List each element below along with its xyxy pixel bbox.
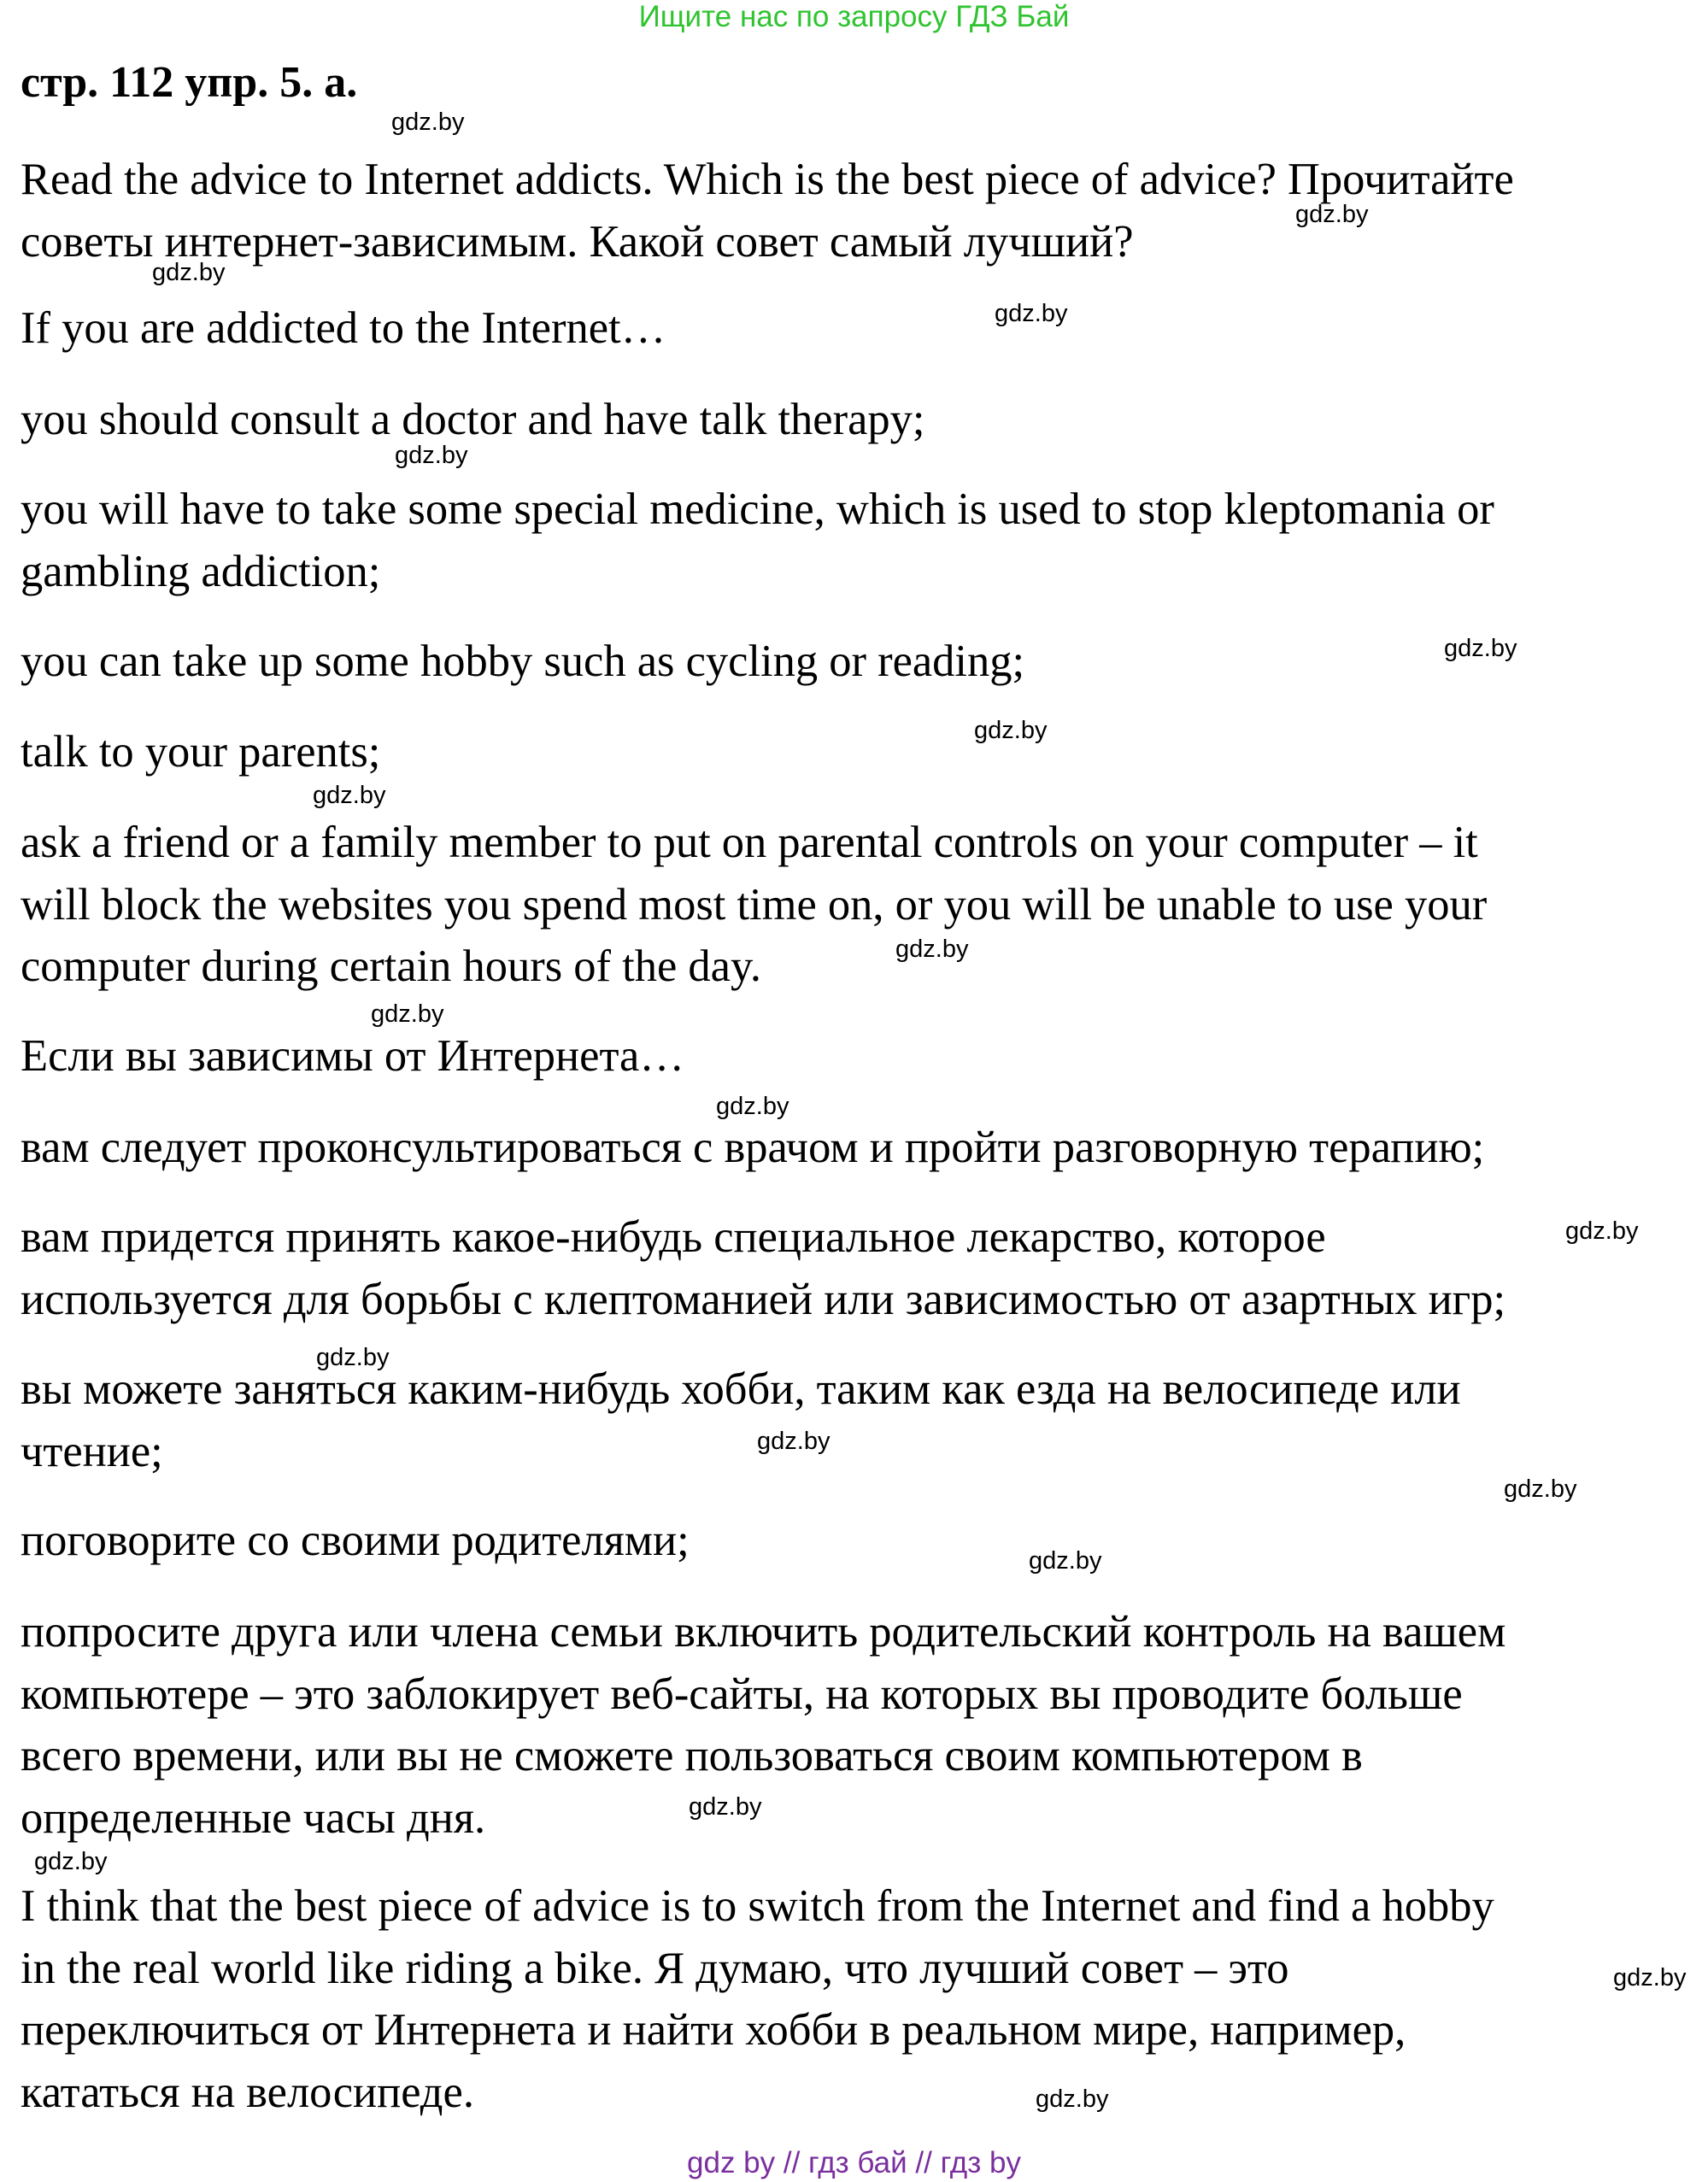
text-line: If you are addicted to the Internet… xyxy=(21,303,666,353)
watermark: gdz.by xyxy=(1444,635,1517,662)
paragraph-advice-controls xyxy=(21,812,1487,998)
text-line: talk to your parents; xyxy=(21,727,381,777)
text-line: will block the websites you spend most time on, or you will be unable to use your xyxy=(21,879,1488,930)
text-line: чтение; xyxy=(21,1426,163,1476)
text-line: Если вы зависимы от Интернета… xyxy=(21,1031,684,1081)
watermark: gdz.by xyxy=(371,1000,444,1028)
paragraph-ru-medicine xyxy=(21,1206,1506,1330)
paragraph-advice-medicine xyxy=(21,478,1494,602)
text-line: ask a friend or a family member to put on parental controls on your computer – it xyxy=(21,818,1478,867)
paragraph-advice-hobby xyxy=(21,631,1024,693)
paragraph-answer xyxy=(21,1875,1494,2123)
text-line: gambling addiction; xyxy=(21,546,381,596)
paragraph-if-addicted xyxy=(21,297,666,360)
watermark: gdz.by xyxy=(1613,1964,1687,1991)
watermark: gdz.by xyxy=(316,1344,390,1371)
text-line: определенные часы дня. xyxy=(21,1792,486,1843)
watermark: gdz.by xyxy=(313,782,386,809)
watermark: gdz.by xyxy=(1565,1217,1639,1245)
text-line: советы интернет-зависимым. Какой совет самый лучший? xyxy=(21,216,1134,267)
text-line: используется для борьбы с клептоманией или зависимостью от азартных игр; xyxy=(21,1274,1506,1324)
text-line: computer during certain hours of the day. xyxy=(21,941,761,991)
text-line: поговорите со своими родителями; xyxy=(21,1516,690,1565)
watermark: gdz.by xyxy=(395,442,468,469)
footer-links: gdz by // гдз бай // гдз by xyxy=(687,2146,1021,2179)
watermark: gdz.by xyxy=(689,1793,762,1821)
text-line: you can take up some hobby such as cycling or reading; xyxy=(21,636,1025,686)
top-banner: Ищите нас по запросу ГДЗ Бай xyxy=(638,0,1070,33)
watermark: gdz.by xyxy=(34,1848,108,1875)
text-line: вы можете заняться каким-нибудь хобби, таким как езда на велосипеде или xyxy=(21,1364,1461,1414)
paragraph-ru-controls xyxy=(21,1601,1506,1849)
paragraph-ru-if-addicted xyxy=(21,1025,684,1088)
text-line: переключиться от Интернета и найти хобби в реальном мире, например, xyxy=(21,2005,1406,2055)
watermark: gdz.by xyxy=(1029,1547,1102,1575)
text-line: you will have to take some special medicine, which is used to stop kleptomania or xyxy=(21,484,1494,534)
watermark: gdz.by xyxy=(1504,1475,1577,1503)
text-line: you should consult a doctor and have talk therapy; xyxy=(21,395,925,444)
paragraph-ru-doctor xyxy=(21,1117,1484,1179)
text-line: вам придется принять какое-нибудь специальное лекарство, которое xyxy=(21,1212,1326,1262)
text-line: всего времени, или вы не сможете пользоваться своим компьютером в xyxy=(21,1731,1363,1780)
watermark: gdz.by xyxy=(995,300,1068,327)
text-line: in the real world like riding a bike. Я думаю, что лучший совет – это xyxy=(21,1943,1289,1993)
watermark: gdz.by xyxy=(716,1093,789,1120)
exercise-title: стр. 112 упр. 5. а. xyxy=(21,58,358,107)
watermark: gdz.by xyxy=(974,717,1048,744)
watermark: gdz.by xyxy=(152,259,226,286)
text-line: компьютере – это заблокирует веб-сайты, на которых вы проводите больше xyxy=(21,1669,1463,1719)
text-line: Read the advice to Internet addicts. Which is the best piece of advice? Прочитайте xyxy=(21,155,1514,204)
watermark: gdz.by xyxy=(391,109,465,136)
watermark: gdz.by xyxy=(757,1428,831,1455)
paragraph-ru-hobby xyxy=(21,1358,1461,1482)
watermark: gdz.by xyxy=(1036,2085,1109,2113)
watermark: gdz.by xyxy=(1295,201,1369,228)
text-line: I think that the best piece of advice is to switch from the Internet and find a hobby xyxy=(21,1881,1494,1931)
text-line: вам следует проконсультироваться с врачом и пройти разговорную терапию; xyxy=(21,1123,1485,1172)
paragraph-advice-doctor xyxy=(21,389,925,451)
paragraph-intro xyxy=(21,149,1514,273)
watermark: gdz.by xyxy=(895,936,969,963)
paragraph-ru-parents xyxy=(21,1510,690,1572)
text-line: попросите друга или члена семьи включить родительский контроль на вашем xyxy=(21,1607,1506,1657)
text-line: кататься на велосипеде. xyxy=(21,2067,474,2117)
paragraph-advice-parents xyxy=(21,721,380,783)
